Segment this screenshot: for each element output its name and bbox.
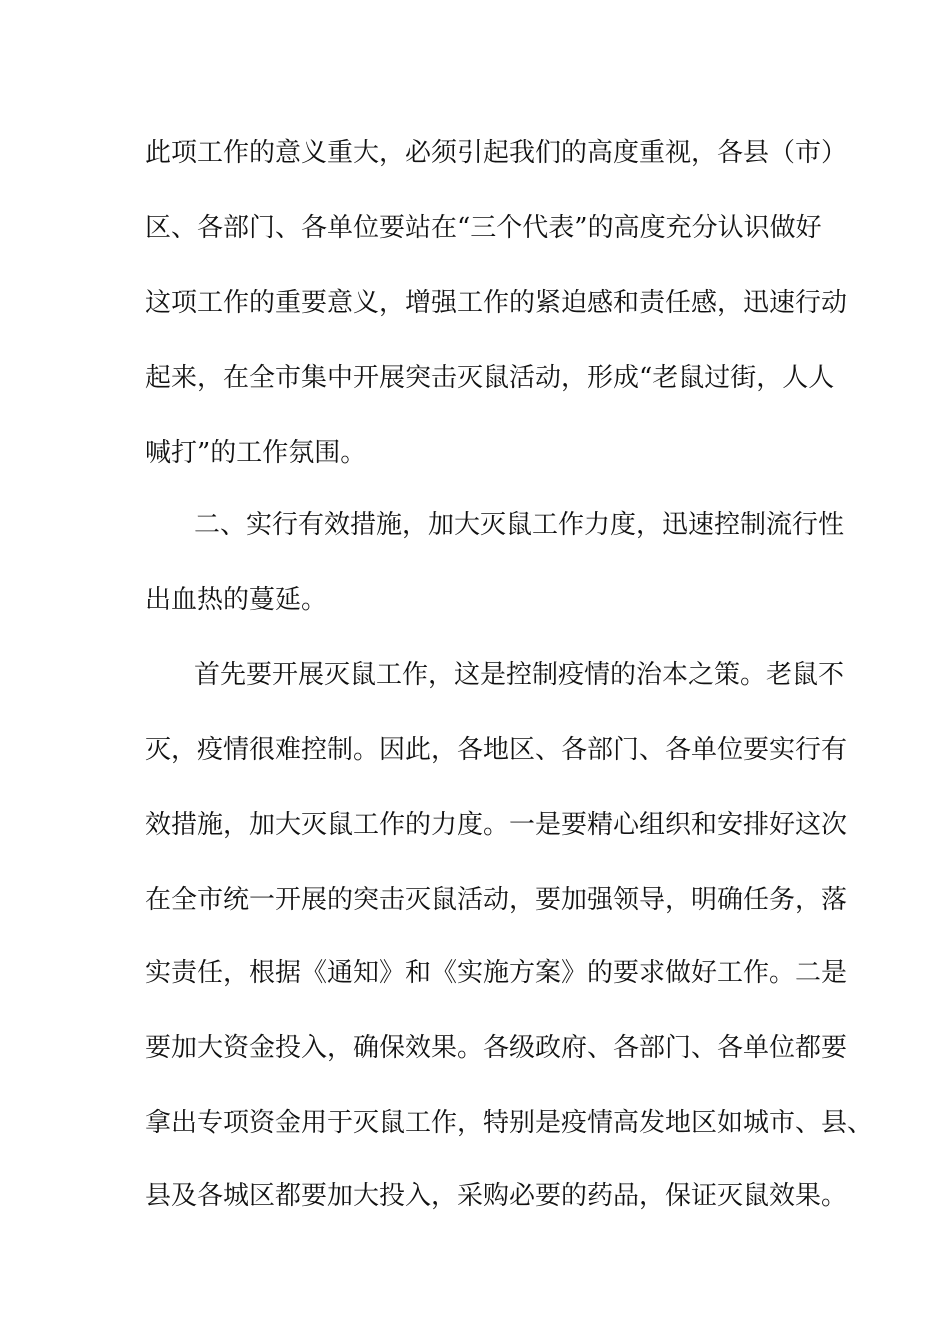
text-line: 起来，在全市集中开展突击灭鼠活动，形成“老鼠过街，人人 xyxy=(145,363,835,393)
section-heading-continuation: 出血热的蔓延。 xyxy=(145,585,328,615)
section-heading: 二、实行有效措施，加大灭鼠工作力度，迅速控制流行性 xyxy=(194,510,845,540)
text-line: 在全市统一开展的突击灭鼠活动，要加强领导，明确任务，落 xyxy=(145,885,848,915)
text-line: 首先要开展灭鼠工作，这是控制疫情的治本之策。老鼠不 xyxy=(194,660,845,690)
text-line: 区、各部门、各单位要站在“三个代表”的高度充分认识做好 xyxy=(145,213,822,243)
text-line: 要加大资金投入，确保效果。各级政府、各部门、各单位都要 xyxy=(145,1033,848,1063)
text-line: 效措施，加大灭鼠工作的力度。一是要精心组织和安排好这次 xyxy=(145,810,848,840)
text-line: 拿出专项资金用于灭鼠工作，特别是疫情高发地区如城市、县、 xyxy=(145,1108,874,1138)
text-line: 县及各城区都要加大投入，采购必要的药品，保证灭鼠效果。 xyxy=(145,1181,848,1211)
text-line: 灭，疫情很难控制。因此，各地区、各部门、各单位要实行有 xyxy=(145,735,848,765)
text-line: 此项工作的意义重大，必须引起我们的高度重视，各县（市） xyxy=(145,138,848,168)
text-line: 这项工作的重要意义，增强工作的紧迫感和责任感，迅速行动 xyxy=(145,288,848,318)
text-line: 喊打”的工作氛围。 xyxy=(145,438,367,468)
text-line: 实责任，根据《通知》和《实施方案》的要求做好工作。二是 xyxy=(145,958,848,988)
